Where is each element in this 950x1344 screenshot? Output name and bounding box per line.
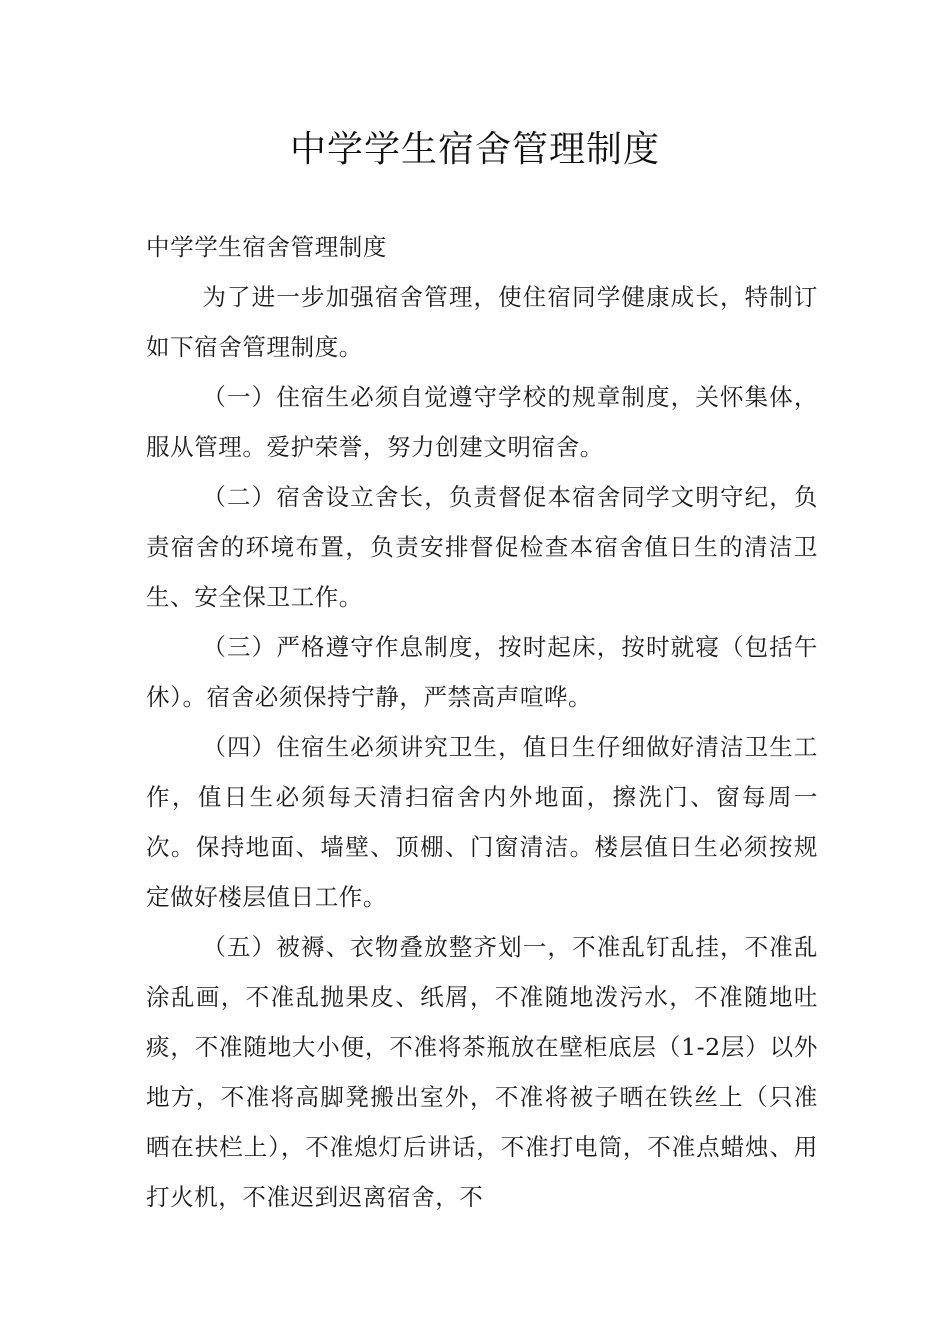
paragraph-intro: 为了进一步加强宿舍管理，使住宿同学健康成长，特制订如下宿舍管理制度。: [146, 283, 818, 361]
paragraph-rule-1: （一）住宿生必须自觉遵守学校的规章制度，关怀集体，服从管理。爱护荣誉，努力创建文明宿舍。: [146, 383, 818, 461]
paragraph-rule-4: （四）住宿生必须讲究卫生，值日生仔细做好清洁卫生工作，值日生必须每天清扫宿舍内外地面，擦洗门、窗每周一次。保持地面、墙壁、顶棚、门窗清洁。楼层值日生必须按规定做好楼层值日工作。: [146, 733, 818, 911]
paragraph-rule-3: （三）严格遵守作息制度，按时起床，按时就寝（包括午休）。宿舍必须保持宁静，严禁高声喧哗。: [146, 633, 818, 711]
body-subtitle: 中学学生宿舍管理制度: [146, 233, 387, 261]
document-body: [146, 222, 818, 1222]
paragraph-rule-5: （五）被褥、衣物叠放整齐划一，不准乱钉乱挂，不准乱涂乱画，不准乱抛果皮、纸屑，不准随地泼污水，不准随地吐痰，不准随地大小便，不准将茶瓶放在壁柜底层（1-2层）以外地方，不准将高脚凳搬出室外，不准将被子晒在铁丝上（只准晒在扶栏上），不准熄灯后讲话，不准打电筒，不准点蜡烛、用打火机，不准迟到迟离宿舍，不: [146, 933, 818, 1211]
document-title: 中学学生宿舍管理制度: [289, 129, 660, 170]
paragraph-rule-2: （二）宿舍设立舍长，负责督促本宿舍同学文明守纪，负责宿舍的环境布置，负责安排督促检查本宿舍值日生的清洁卫生、安全保卫工作。: [146, 483, 818, 611]
